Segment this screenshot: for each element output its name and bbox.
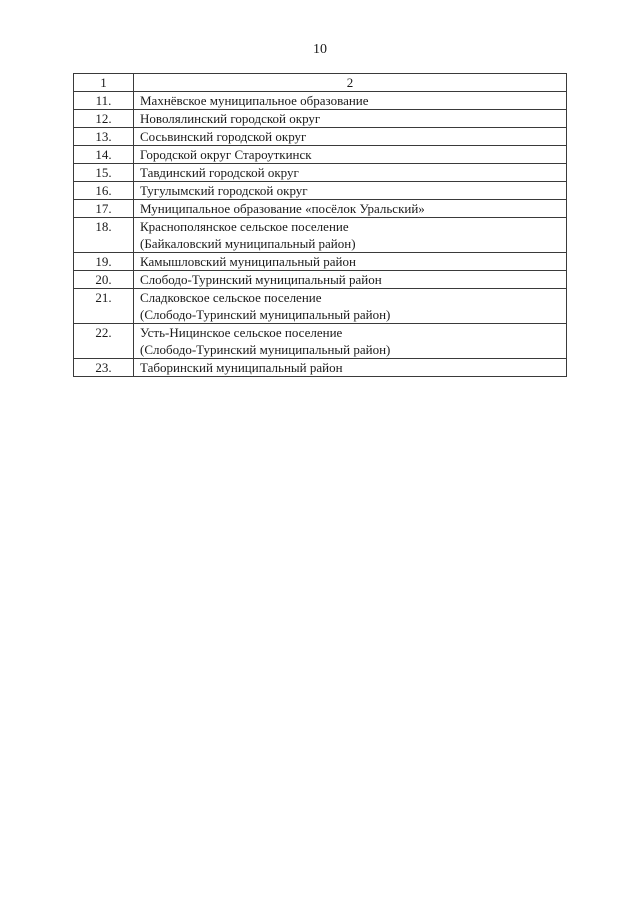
- row-name-line: (Байкаловский муниципальный район): [140, 236, 356, 251]
- row-name: [134, 164, 567, 182]
- row-name-line: Слободо-Туринский муниципальный район: [140, 272, 382, 287]
- row-name: [134, 200, 567, 218]
- row-name-line: Таборинский муниципальный район: [140, 360, 343, 375]
- row-name-line: Тавдинский городской округ: [140, 165, 299, 180]
- row-number: 14.: [74, 146, 134, 164]
- row-name-line: Муниципальное образование «посёлок Уральский»: [140, 201, 425, 216]
- row-number: 23.: [74, 359, 134, 377]
- table-row: [74, 289, 567, 324]
- row-name: [134, 218, 567, 253]
- row-number: 11.: [74, 92, 134, 110]
- row-name-line: Махнёвское муниципальное образование: [140, 93, 369, 108]
- page-number: 10: [313, 42, 327, 57]
- row-number: 17.: [74, 200, 134, 218]
- row-number: 22.: [74, 324, 134, 359]
- table-row: [74, 271, 567, 289]
- row-name: [134, 359, 567, 377]
- row-number: 21.: [74, 289, 134, 324]
- row-name: [134, 271, 567, 289]
- header-cell-name: 2: [134, 74, 567, 92]
- row-number: 12.: [74, 110, 134, 128]
- row-name-line: Тугулымский городской округ: [140, 183, 308, 198]
- row-name-line: (Слободо-Туринский муниципальный район): [140, 342, 391, 357]
- row-number: 18.: [74, 218, 134, 253]
- table-row: [74, 200, 567, 218]
- row-name: [134, 324, 567, 359]
- row-name: [134, 146, 567, 164]
- table-row: [74, 359, 567, 377]
- table-row: [74, 146, 567, 164]
- row-number: 19.: [74, 253, 134, 271]
- row-number: 15.: [74, 164, 134, 182]
- row-name: [134, 253, 567, 271]
- table-row: [74, 324, 567, 359]
- table-row: [74, 164, 567, 182]
- table-row: [74, 128, 567, 146]
- row-name: [134, 92, 567, 110]
- row-name-line: Краснополянское сельское поселение: [140, 219, 349, 234]
- table-row: [74, 110, 567, 128]
- row-number: 16.: [74, 182, 134, 200]
- row-name-line: Сладковское сельское поселение: [140, 290, 322, 305]
- header-cell-number: 1: [74, 74, 134, 92]
- row-name: [134, 289, 567, 324]
- row-name-line: (Слободо-Туринский муниципальный район): [140, 307, 391, 322]
- row-name-line: Усть-Ницинское сельское поселение: [140, 325, 343, 340]
- table-body: [74, 74, 567, 377]
- row-name-line: Камышловский муниципальный район: [140, 254, 356, 269]
- row-name-line: Новолялинский городской округ: [140, 111, 321, 126]
- table-row: [74, 253, 567, 271]
- row-name-line: Сосьвинский городской округ: [140, 129, 307, 144]
- row-name: [134, 182, 567, 200]
- row-name: [134, 110, 567, 128]
- table-row: [74, 218, 567, 253]
- table-row: [74, 182, 567, 200]
- row-name: [134, 128, 567, 146]
- table-row: [74, 92, 567, 110]
- row-name-line: Городской округ Староуткинск: [140, 147, 312, 162]
- municipalities-table: [73, 73, 567, 377]
- row-number: 20.: [74, 271, 134, 289]
- row-number: 13.: [74, 128, 134, 146]
- table-header-row: [74, 74, 567, 92]
